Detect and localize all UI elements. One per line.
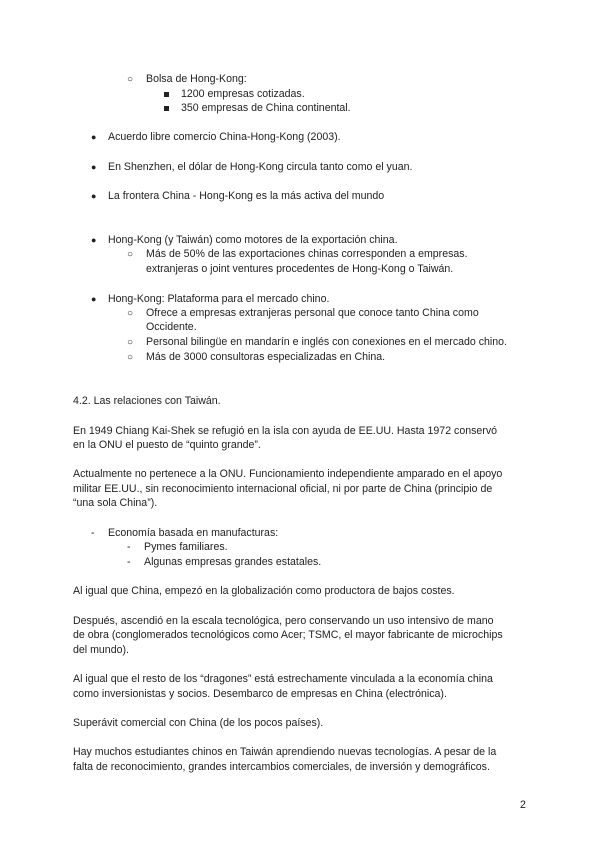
dash-bullet-icon: -: [127, 541, 131, 553]
bullet-icon: ●: [91, 162, 97, 172]
paragraph-line: Después, ascendió en la escala tecnológica, pero conservando un uso intensivo de mano: [73, 615, 494, 627]
paragraph-line: Al igual que el resto de los “dragones” está estrechamente vinculada a la economía china: [73, 673, 493, 685]
list-item: Algunas empresas grandes estatales.: [144, 556, 322, 568]
list-item: Hong-Kong (y Taiwán) como motores de la exportación china.: [108, 234, 398, 246]
list-item: En Shenzhen, el dólar de Hong-Kong circula tanto como el yuan.: [108, 161, 413, 173]
list-item: Acuerdo libre comercio China-Hong-Kong (2003).: [108, 131, 341, 143]
square-bullet-icon: [164, 92, 169, 97]
bullet-icon: ●: [91, 235, 97, 245]
section-heading: 4.2. Las relaciones con Taiwán.: [73, 395, 221, 407]
paragraph-line: En 1949 Chiang Kai-Shek se refugió en la isla con ayuda de EE.UU. Hasta 1972 conservó: [73, 425, 498, 437]
list-item: 350 empresas de China continental.: [181, 102, 351, 114]
circle-bullet-icon: ○: [127, 352, 134, 363]
list-item: Pymes familiares.: [144, 541, 228, 553]
circle-bullet-icon: ○: [127, 74, 134, 85]
page-number: 2: [520, 799, 526, 811]
list-item: Bolsa de Hong-Kong:: [146, 73, 247, 85]
bullet-icon: ●: [91, 294, 97, 304]
paragraph-line: falta de reconocimiento, grandes intercambios comerciales, de inversión y demográficos.: [73, 761, 490, 773]
list-item: Más de 3000 consultoras especializadas en China.: [146, 351, 386, 363]
list-item: Ofrece a empresas extranjeras personal que conoce tanto China como: [146, 307, 479, 319]
list-item: La frontera China - Hong-Kong es la más activa del mundo: [108, 190, 385, 202]
dash-bullet-icon: -: [127, 556, 131, 568]
paragraph-line: como inversionistas y socios. Desembarco de empresas en China (electrónica).: [73, 688, 447, 700]
list-item-continuation: extranjeras o joint ventures procedentes de Hong-Kong o Taiwán.: [146, 263, 454, 275]
paragraph-line: Al igual que China, empezó en la globalización como productora de bajos costes.: [73, 585, 455, 597]
list-item: Economía basada en manufacturas:: [108, 527, 279, 539]
circle-bullet-icon: ○: [127, 308, 134, 319]
list-item: 1200 empresas cotizadas.: [181, 88, 305, 100]
paragraph-line: militar EE.UU., sin reconocimiento internacional oficial, ni por parte de China (principio de: [73, 483, 493, 495]
list-item-continuation: Occidente.: [146, 321, 197, 333]
paragraph-line: Superávit comercial con China (de los pocos países).: [73, 717, 324, 729]
bullet-icon: ●: [91, 191, 97, 201]
dash-bullet-icon: -: [91, 527, 95, 539]
list-item: Más de 50% de las exportaciones chinas corresponden a empresas.: [146, 248, 468, 260]
bullet-icon: ●: [91, 132, 97, 142]
paragraph-line: del mundo).: [73, 644, 129, 656]
paragraph-line: Hay muchos estudiantes chinos en Taiwán aprendiendo nuevas tecnologías. A pesar de la: [73, 746, 497, 758]
paragraph-line: en la ONU el puesto de “quinto grande”.: [73, 439, 261, 451]
paragraph-line: Actualmente no pertenece a la ONU. Funcionamiento independiente amparado en el apoyo: [73, 468, 503, 480]
list-item: Personal bilingüe en mandarín e inglés con conexiones en el mercado chino.: [146, 336, 508, 348]
circle-bullet-icon: ○: [127, 337, 134, 348]
paragraph-line: “una sola China”).: [73, 497, 158, 509]
square-bullet-icon: [164, 106, 169, 111]
list-item: Hong-Kong: Plataforma para el mercado chino.: [108, 293, 330, 305]
paragraph-line: de obra (conglomerados tecnológicos como Acer; TSMC, el mayor fabricante de microchips: [73, 629, 503, 641]
circle-bullet-icon: ○: [127, 249, 134, 260]
